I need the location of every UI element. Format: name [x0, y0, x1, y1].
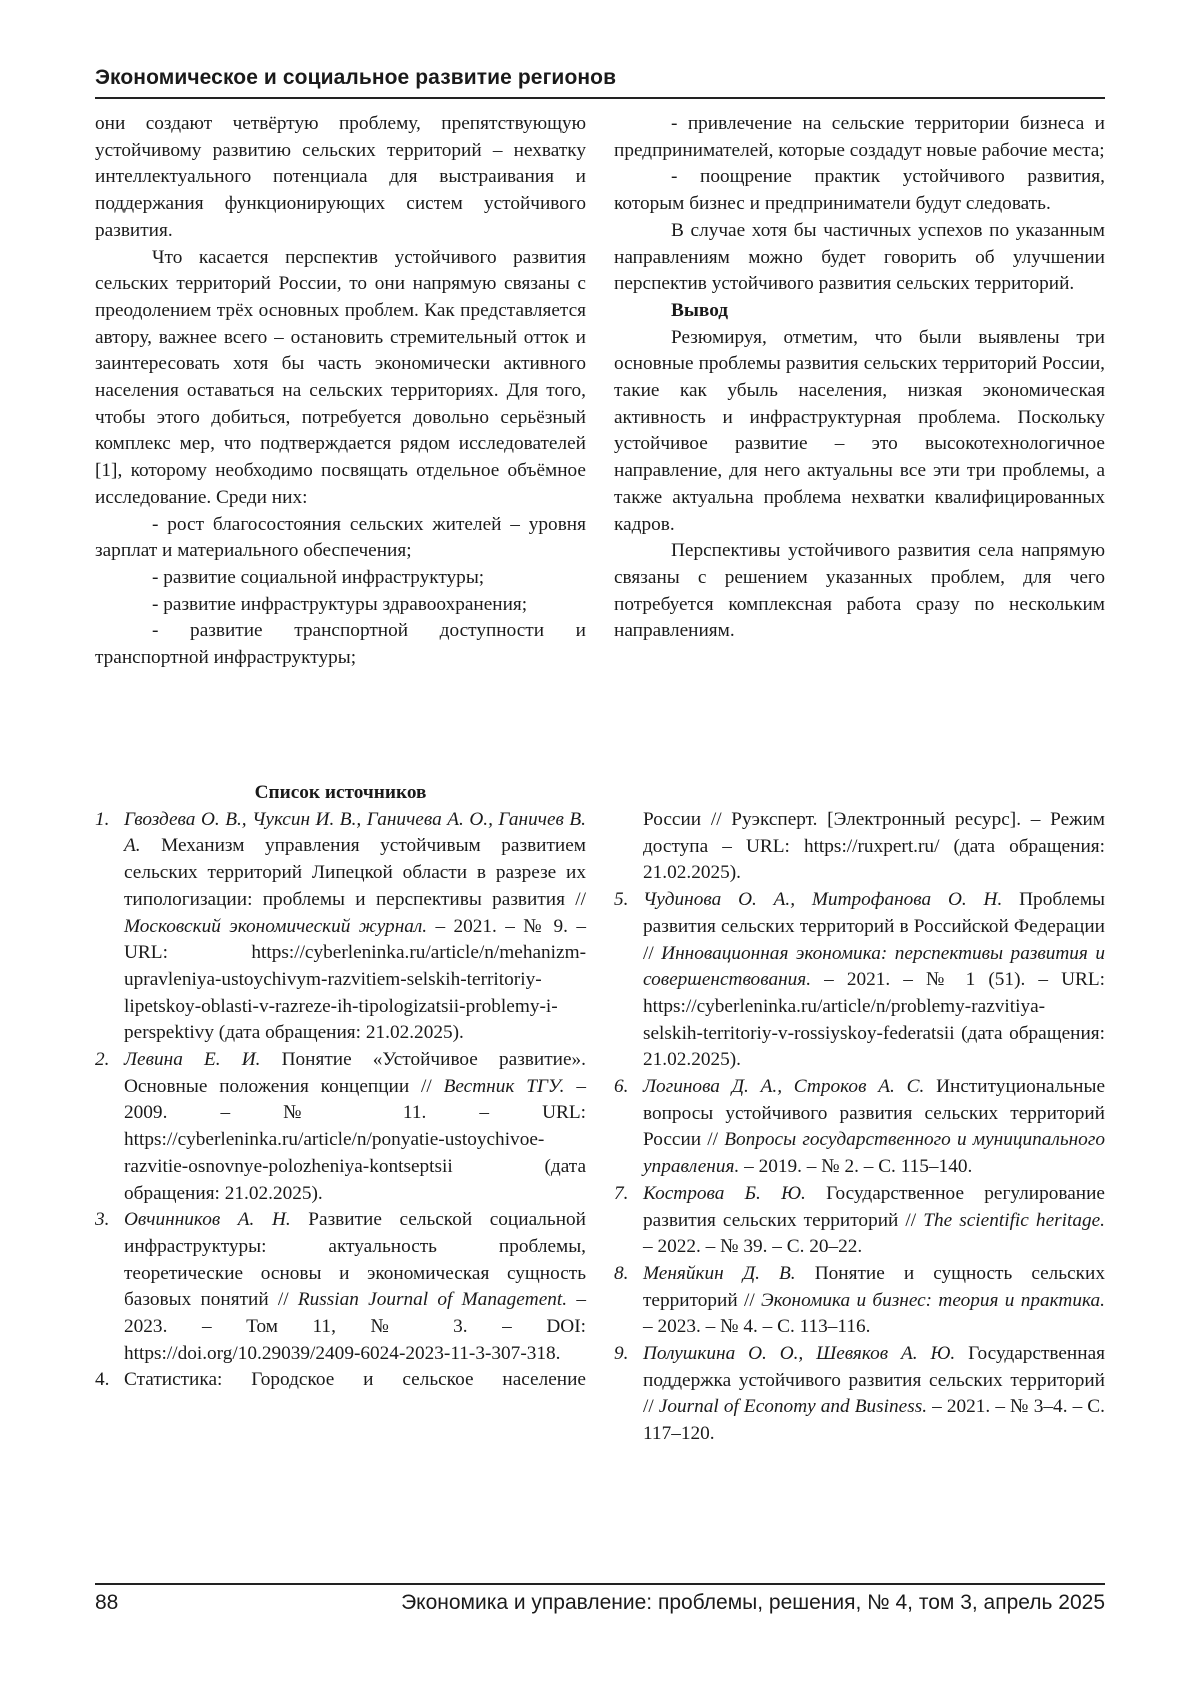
reference-number: 2. — [95, 1047, 124, 1207]
paragraph: В случае хотя бы частичных успехов по указанным направлениям можно будет говорить об улучшении перспектив устойчивого развития сельских территорий. — [614, 218, 1105, 298]
reference-number: 5. — [614, 887, 643, 1074]
reference-journal: Инновационная экономика: перспективы развития и совершенствования. — [643, 943, 1105, 991]
reference-text: Проблемы развития сельских территорий в Российской Федерации // — [643, 889, 1105, 963]
reference-item — [614, 887, 1105, 1074]
conclusion-heading: Вывод — [614, 298, 1105, 325]
reference-journal: Экономика и бизнес: теория и практика. — [761, 1290, 1105, 1311]
reference-author: Левина Е. И. — [124, 1049, 260, 1070]
reference-text: Статистика: Городское и сельское население — [124, 1367, 586, 1394]
reference-text: – 2023. – Том 11, № 3. – DOI: https://doi.org/10.29039/2409-6024-2023-11-3-307-318. — [124, 1289, 586, 1363]
reference-item — [614, 1341, 1105, 1448]
left-column — [95, 111, 586, 672]
journal-info: Экономика и управление: проблемы, решения, № 4, том 3, апрель 2025 — [401, 1591, 1105, 1615]
references-right — [614, 807, 1105, 1448]
paragraph: Что касается перспектив устойчивого развития сельских территорий России, то они напрямую связаны с преодолением трёх основных проблем. Как представляется автору, важнее всего – остановить стремительный отток и заинтересовать хотя бы часть экономически активного населения оставаться на сельских территориях. Для того, чтобы этого добиться, потребуется довольно серьёзный комплекс мер, что подтверждается рядом исследователей [1], которому необходимо посвящать отдельное объёмное исследование. Среди них: — [95, 245, 586, 512]
reference-author: Логинова Д. А., Строков А. С. — [643, 1076, 924, 1097]
reference-journal: Russian Journal of Management. — [298, 1289, 567, 1310]
reference-author: Овчинников А. Н. — [124, 1209, 291, 1230]
reference-author: Кострова Б. Ю. — [643, 1183, 806, 1204]
reference-journal: Journal of Economy and Business. — [659, 1396, 927, 1417]
reference-number: 4. — [95, 1367, 124, 1394]
reference-item — [95, 1047, 586, 1207]
list-item: - развитие социальной инфраструктуры; — [95, 565, 586, 592]
reference-number: 7. — [614, 1181, 643, 1261]
footer-rule — [95, 1583, 1105, 1585]
reference-item — [614, 1181, 1105, 1261]
reference-journal: Вестник ТГУ. — [444, 1076, 565, 1097]
reference-item-continued — [614, 807, 1105, 887]
reference-text: Развитие сельской социальной инфраструктуры: актуальность проблемы, теоретические основы и экономическая сущность базовых понятий // — [124, 1209, 586, 1310]
reference-text: – 2022. – № 39. – С. 20–22. — [643, 1236, 862, 1257]
reference-text: Государственное регулирование развития сельских территорий // — [643, 1183, 1105, 1231]
reference-journal: Вопросы государственного и муниципального управления. — [643, 1129, 1105, 1177]
reference-text: – 2021. – № 9. – URL: https://cyberleninka.ru/article/n/mehanizm-upravleniya-ustoychivym-razvitiem-selskih-territoriy-lipetskoy-oblasti-v-razreze-ih-tipologizatsii-problemy-i-perspektivy (дата обращения: 21.02.2025). — [124, 916, 586, 1044]
reference-text: – 2021. – № 1 (51). – URL: https://cyberleninka.ru/article/n/problemy-razvitiya-selskih-territoriy-v-rossiyskoy-federatsii (дата обращения: 21.02.2025). — [643, 969, 1105, 1070]
reference-text: Понятие и сущность сельских территорий // — [643, 1263, 1105, 1311]
reference-number: 3. — [95, 1207, 124, 1367]
list-item: - привлечение на сельские территории бизнеса и предпринимателей, которые создадут новые рабочие места; — [614, 111, 1105, 164]
reference-journal: The scientific heritage. — [923, 1210, 1105, 1231]
reference-item — [614, 1261, 1105, 1341]
reference-author: Гвоздева О. В., Чуксин И. В., Ганичева А. О., Ганичев В. А. — [124, 809, 586, 857]
reference-item — [95, 1367, 586, 1394]
page-number: 88 — [95, 1591, 118, 1615]
reference-number: 9. — [614, 1341, 643, 1448]
reference-text: Механизм управления устойчивым развитием сельских территорий Липецкой области в разрезе их типологизации: проблемы и перспективы развития // — [124, 835, 586, 909]
reference-author: Полушкина О. О., Шевяков А. Ю. — [643, 1343, 955, 1364]
reference-text: Понятие «Устойчивое развитие». Основные положения концепции // — [124, 1049, 586, 1097]
reference-number: 6. — [614, 1074, 643, 1181]
reference-text: – 2023. – № 4. – С. 113–116. — [643, 1316, 870, 1337]
reference-item — [95, 807, 586, 1047]
reference-text: Государственная поддержка устойчивого развития сельских территорий // — [643, 1343, 1105, 1417]
reference-author: Чудинова О. А., Митрофанова О. Н. — [643, 889, 1002, 910]
reference-author: Меняйкин Д. В. — [643, 1263, 796, 1284]
reference-text: – 2019. – № 2. – С. 115–140. — [739, 1156, 972, 1177]
header-rule — [95, 97, 1105, 99]
list-item: - поощрение практик устойчивого развития, которым бизнес и предприниматели будут следовать. — [614, 164, 1105, 217]
paragraph: Перспективы устойчивого развития села напрямую связаны с решением указанных проблем, для чего потребуется комплексная работа сразу по нескольким направлениям. — [614, 538, 1105, 645]
running-footer — [95, 1591, 1105, 1615]
paragraph: Резюмируя, отметим, что были выявлены три основные проблемы развития сельских территорий России, такие как убыль населения, низкая экономическая активность и инфраструктурная проблема. Поскольку устойчивое развитие – это высокотехнологичное направление, для него актуальны все эти три проблемы, а также актуальна проблема нехватки квалифицированных кадров. — [614, 325, 1105, 539]
reference-item — [95, 1207, 586, 1367]
right-column — [614, 111, 1105, 645]
list-item: - развитие транспортной доступности и транспортной инфраструктуры; — [95, 618, 586, 671]
list-item: - развитие инфраструктуры здравоохранения; — [95, 592, 586, 619]
reference-text: Институциональные вопросы устойчивого развития сельских территорий России // — [643, 1076, 1105, 1150]
list-item: - рост благосостояния сельских жителей – уровня зарплат и материального обеспечения; — [95, 512, 586, 565]
reference-number: 1. — [95, 807, 124, 1047]
reference-text: – 2021. – № 3–4. – С. 117–120. — [643, 1396, 1105, 1444]
references-title: Список источников — [95, 780, 586, 807]
reference-text: – 2009. – № 11. – URL: https://cyberleninka.ru/article/n/ponyatie-ustoychivoe-razvitie-osnovnye-polozheniya-kontseptsii (дата обращения: 21.02.2025). — [124, 1076, 586, 1204]
reference-journal: Московский экономический журнал. — [124, 916, 427, 937]
paragraph: они создают четвёртую проблему, препятствующую устойчивому развитию сельских территорий – нехватку интеллектуального потенциала для выстраивания и поддержания функционирующих систем устойчивого развития. — [95, 111, 586, 245]
reference-number: 8. — [614, 1261, 643, 1341]
reference-text: России // Руэксперт. [Электронный ресурс]. – Режим доступа – URL: https://ruxpert.ru/ (дата обращения: 21.02.2025). — [643, 807, 1105, 887]
running-header: Экономическое и социальное развитие регионов — [95, 66, 616, 90]
references-left — [95, 780, 586, 1394]
reference-item — [614, 1074, 1105, 1181]
